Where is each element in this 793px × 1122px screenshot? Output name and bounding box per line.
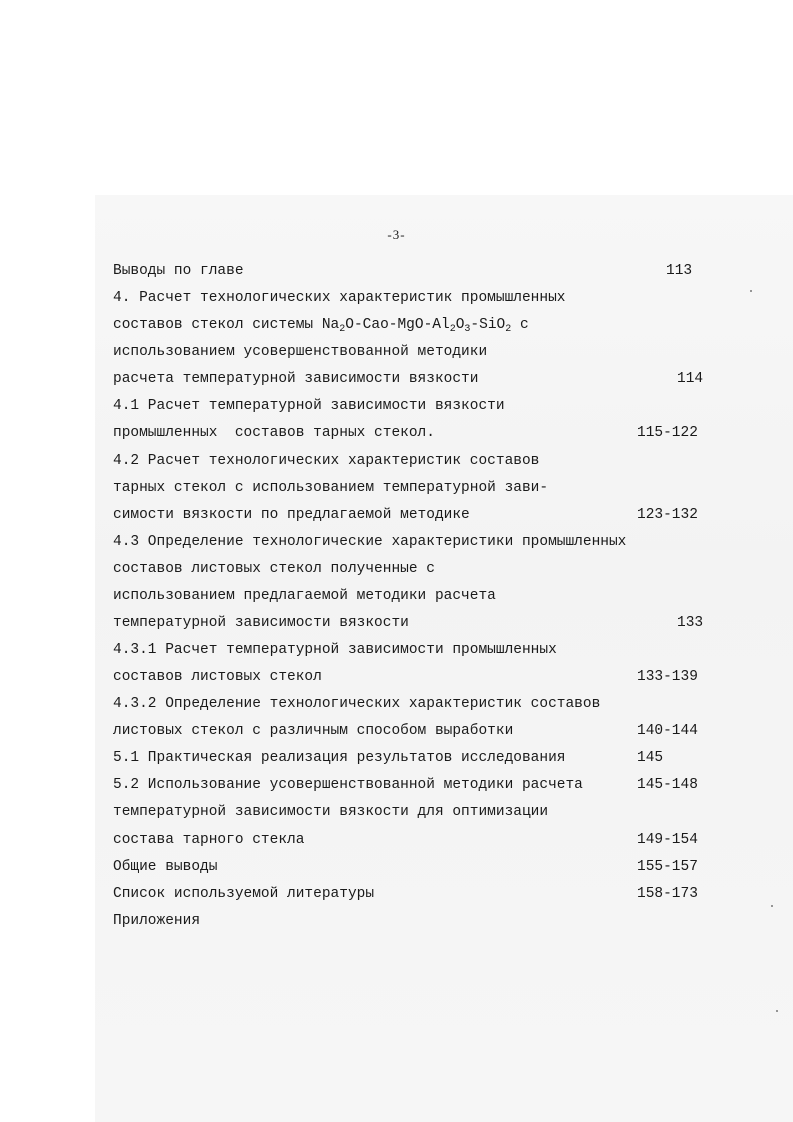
scan-speck — [750, 290, 752, 292]
toc-line: промышленных составов тарных стекол. — [113, 425, 435, 441]
formula-subscript: 2 — [505, 324, 512, 335]
toc-line: 5.1 Практическая реализация результатов исследования — [113, 750, 566, 766]
toc-line-formula — [113, 315, 529, 335]
toc-line: расчета температурной зависимости вязкости — [113, 371, 479, 387]
toc-line: составов листовых стекол полученные с — [113, 561, 435, 577]
toc-page-ref: 155-157 — [637, 859, 698, 875]
formula-subscript: 2 — [339, 324, 346, 335]
toc-line: температурной зависимости вязкости для оптимизации — [113, 804, 549, 820]
toc-line: использованием предлагаемой методики расчета — [113, 588, 496, 604]
toc-line: тарных стекол с использованием температурной зави- — [113, 480, 549, 496]
toc-line: составов листовых стекол — [113, 669, 322, 685]
toc-page-ref: 145-148 — [637, 777, 698, 793]
scan-speck — [776, 1010, 778, 1012]
toc-line: Список используемой литературы — [113, 886, 375, 902]
toc-page-ref: 149-154 — [637, 832, 698, 848]
toc-page-ref: 133-139 — [637, 669, 698, 685]
toc-page-ref: 113 — [666, 263, 693, 279]
formula-text: Na — [321, 317, 340, 333]
formula-subscript: 3 — [464, 324, 471, 335]
toc-line: использованием усовершенствованной методики — [113, 344, 488, 360]
toc-page-ref: 115-122 — [637, 425, 698, 441]
toc-line: Приложения — [113, 913, 201, 929]
toc-line: 4.1 Расчет температурной зависимости вязкости — [113, 398, 505, 414]
toc-line: 4.3 Определение технологические характеристики промышленных — [113, 534, 627, 550]
toc-line: листовых стекол с различным способом выработки — [113, 723, 514, 739]
toc-line: Общие выводы — [113, 859, 218, 875]
toc-page-ref: 140-144 — [637, 723, 698, 739]
toc-page-ref: 133 — [677, 615, 704, 631]
scan-speck — [771, 905, 773, 907]
toc-line: 4.3.1 Расчет температурной зависимости промышленных — [113, 642, 557, 658]
formula-text: составов стекол системы — [113, 317, 322, 333]
toc-page-ref: 158-173 — [637, 886, 698, 902]
toc-line: 4.3.2 Определение технологических характеристик составов — [113, 696, 601, 712]
page-number: -3- — [387, 227, 406, 242]
toc-page-ref: 114 — [677, 371, 704, 387]
toc-line: Выводы по главе — [113, 263, 244, 279]
toc-line: 5.2 Использование усовершенствованной методики расчета — [113, 777, 583, 793]
formula-text: O-Cao-MgO-Al — [345, 317, 450, 333]
toc-line: 4.2 Расчет технологических характеристик составов — [113, 453, 540, 469]
formula-subscript: 2 — [449, 324, 456, 335]
toc-line: симости вязкости по предлагаемой методике — [113, 507, 470, 523]
toc-page-ref: 123-132 — [637, 507, 698, 523]
toc-line: состава тарного стекла — [113, 832, 305, 848]
formula-text: с — [511, 317, 529, 333]
formula-text: -SiO — [470, 317, 506, 333]
formula-text: O — [455, 317, 465, 333]
toc-line: температурной зависимости вязкости — [113, 615, 409, 631]
toc-page-ref: 145 — [637, 750, 664, 766]
toc-line: 4. Расчет технологических характеристик промышленных — [113, 290, 566, 306]
